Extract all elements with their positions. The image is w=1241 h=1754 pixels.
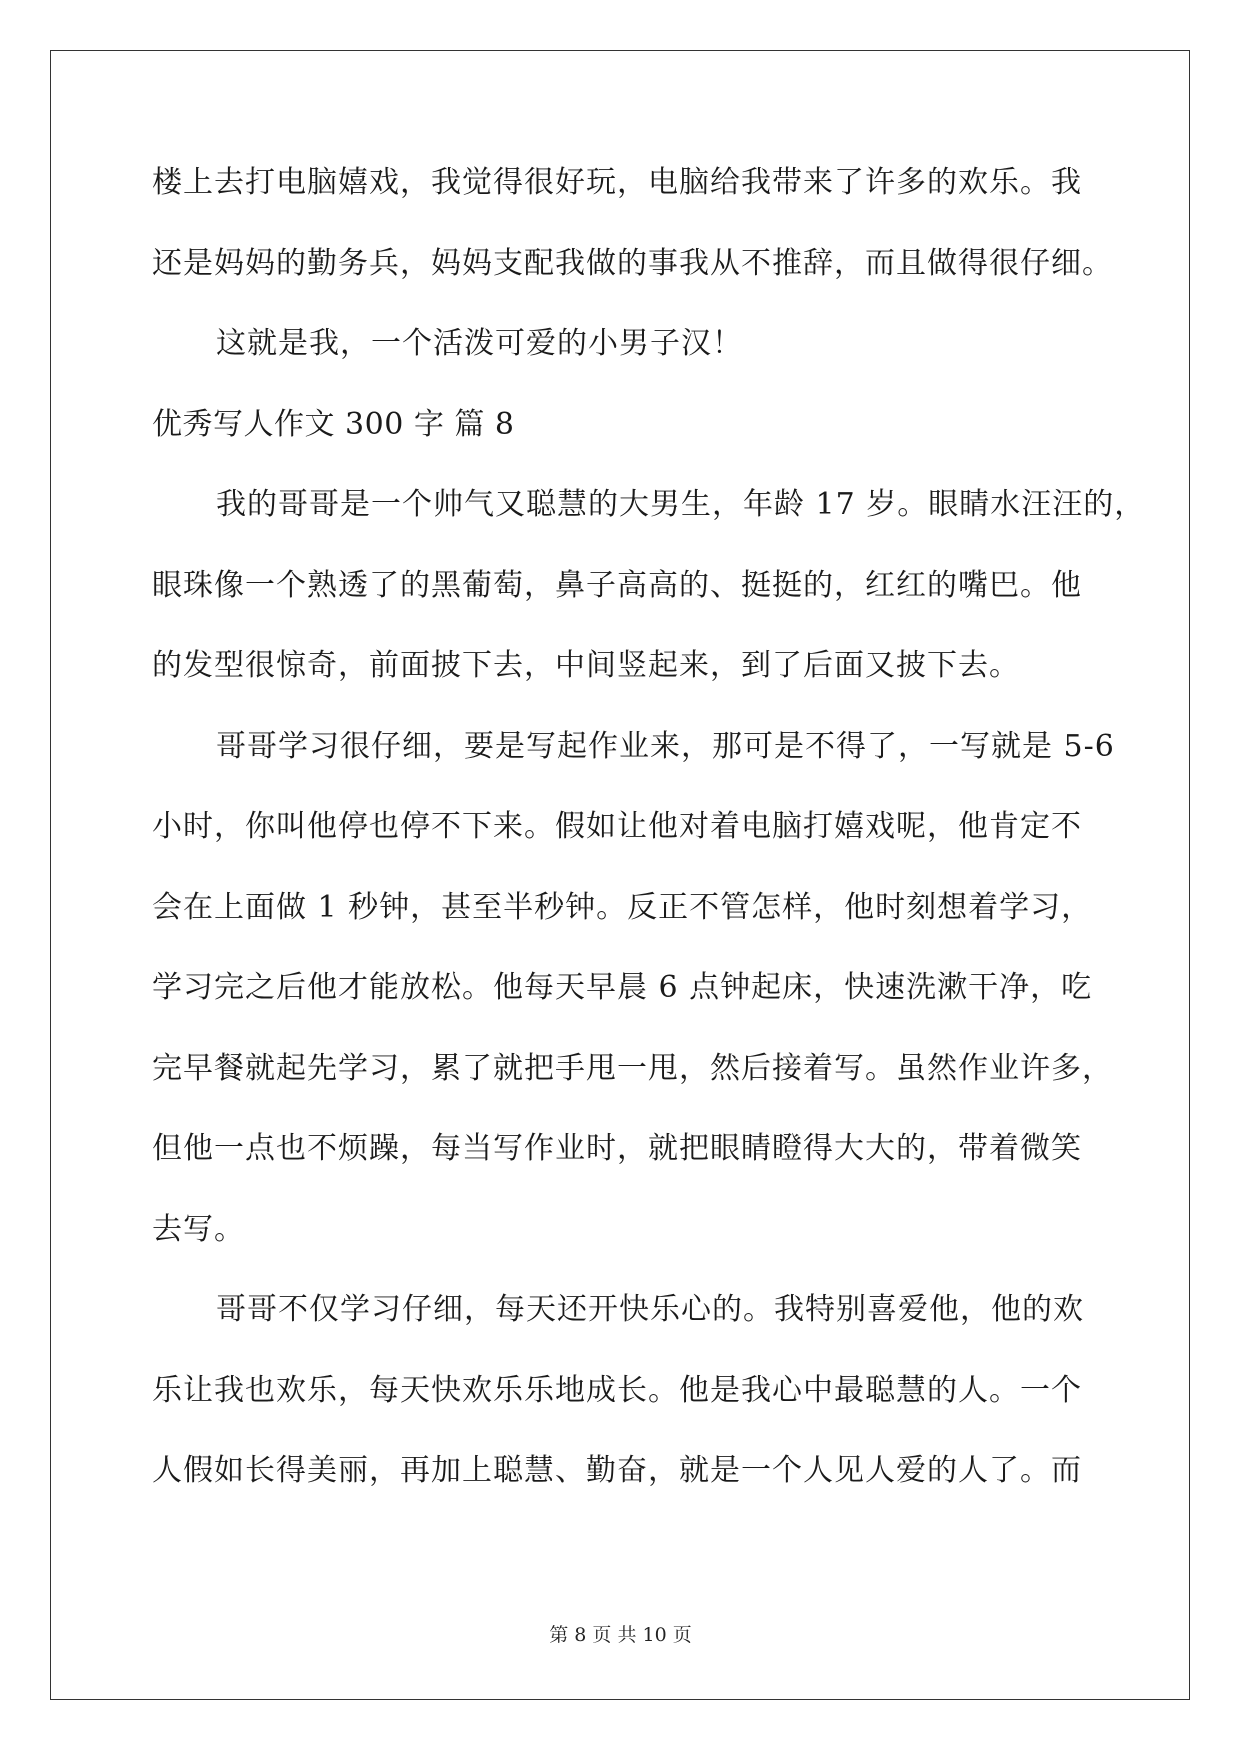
text-line: 还是妈妈的勤务兵，妈妈支配我做的事我从不推辞，而且做得很仔细。 [152, 245, 1113, 281]
section-heading: 优秀写人作文 300 字 篇 8 [152, 406, 515, 442]
text-line: 但他一点也不烦躁，每当写作业时，就把眼睛瞪得大大的，带着微笑 [152, 1131, 1082, 1166]
text-line: 小时，你叫他停也停不下来。假如让他对着电脑打嬉戏呢，他肯定不 [152, 809, 1082, 844]
text-line: 学习完之后他才能放松。他每天早晨 6 点钟起床，快速洗漱干净，吃 [152, 970, 1093, 1005]
text-line: 的发型很惊奇，前面披下去，中间竖起来，到了后面又披下去。 [152, 648, 1020, 683]
document-body [152, 163, 1146, 1532]
text-line: 完早餐就起先学习，累了就把手甩一甩，然后接着写。虽然作业许多， [152, 1050, 1113, 1086]
paragraph-first-line: 哥哥学习很仔细，要是写起作业来，那可是不得了，一写就是 5-6 [216, 728, 1115, 764]
text-line: 乐让我也欢乐，每天快欢乐乐地成长。他是我心中最聪慧的人。一个 [152, 1372, 1082, 1408]
paragraph-first-line: 我的哥哥是一个帅气又聪慧的大男生，年龄 17 岁。眼睛水汪汪的， [216, 487, 1146, 522]
text-line: 楼上去打电脑嬉戏，我觉得很好玩，电脑给我带来了许多的欢乐。我 [152, 165, 1082, 200]
text-line: 人假如长得美丽，再加上聪慧、勤奋，就是一个人见人爱的人了。而 [152, 1453, 1082, 1488]
paragraph-first-line: 这就是我，一个活泼可爱的小男子汉！ [216, 326, 743, 361]
page-number-footer: 第 8 页 共 10 页 [549, 1624, 692, 1646]
paragraph-first-line: 哥哥不仅学习仔细，每天还开快乐心的。我特别喜爱他，他的欢 [216, 1292, 1084, 1327]
text-line: 去写。 [152, 1211, 245, 1247]
text-line: 会在上面做 1 秒钟，甚至半秒钟。反正不管怎样，他时刻想着学习， [152, 889, 1093, 925]
text-line: 眼珠像一个熟透了的黑葡萄，鼻子高高的、挺挺的，红红的嘴巴。他 [152, 567, 1082, 603]
